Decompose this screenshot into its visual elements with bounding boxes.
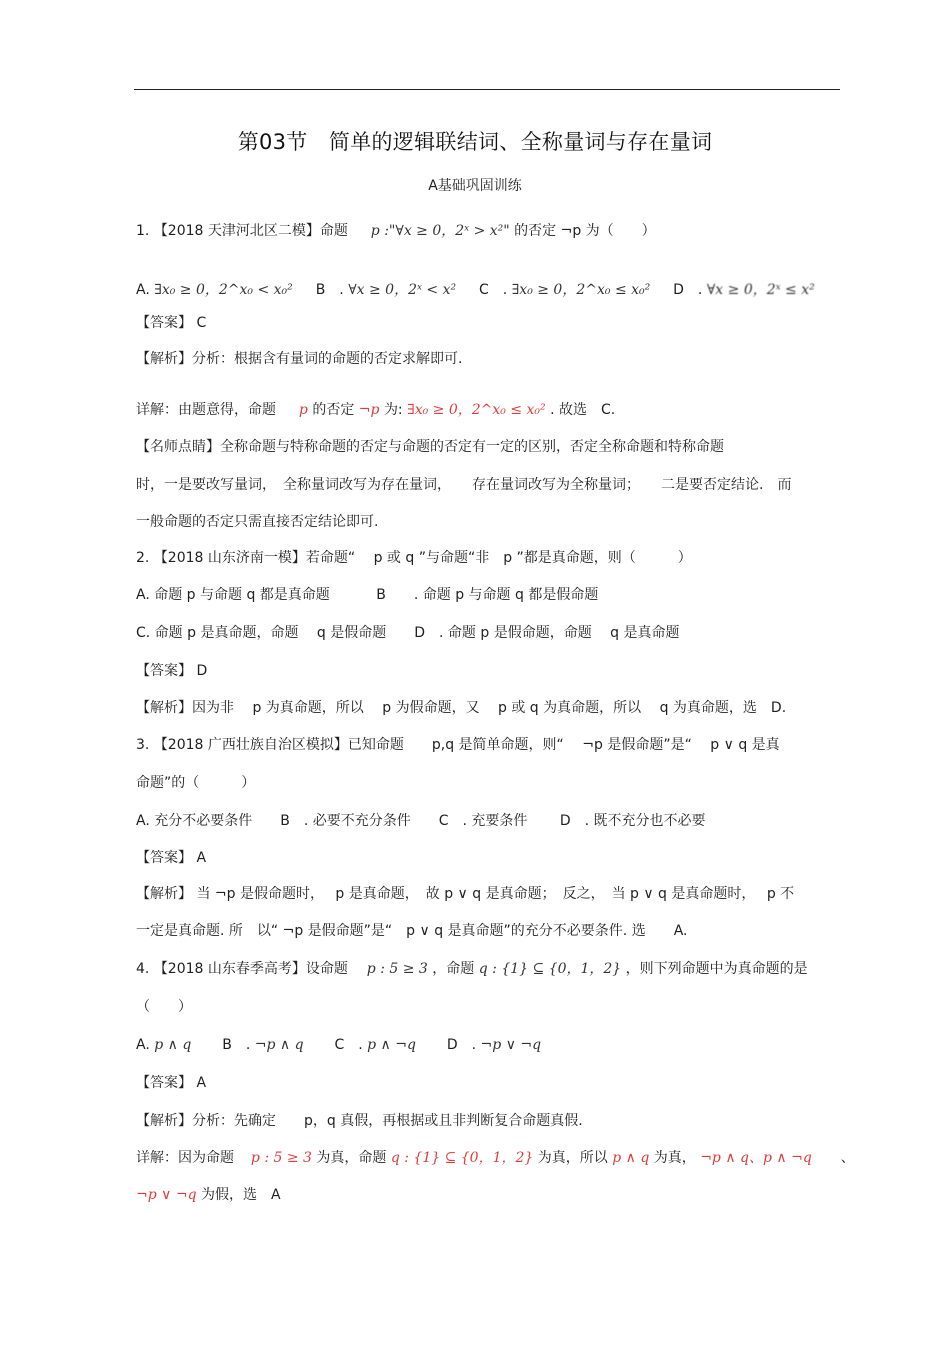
q4-stem-q: q : {1} ⊆ {0，1，2} bbox=[478, 961, 622, 977]
q1-detail-mid2: 为: bbox=[383, 402, 403, 418]
q3-analysis-line-1: 【解析】 当 ¬p 是假命题时， p 是真命题， 故 p ∨ q 是真命题； 反之， 当 p ∨ q 是真命题时， p 不 bbox=[136, 886, 795, 902]
q4-analysis: 【解析】分析：先确定 p，q 真假，再根据或且非判断复合命题真假. bbox=[136, 1113, 583, 1129]
q3-answer: 【答案】 A bbox=[136, 850, 207, 866]
q4-detail-mid: 为真，命题 bbox=[316, 1150, 387, 1166]
q4-detail-line-1 bbox=[136, 1149, 855, 1167]
q2-options-ab: A. 命题 p 与命题 q 都是真命题 B . 命题 p 与命题 q 都是假命题 bbox=[136, 587, 599, 603]
q4-detail-comma: 、 bbox=[840, 1150, 855, 1166]
q1-analysis: 【解析】分析：根据含有量词的命题的否定求解即可. bbox=[136, 351, 463, 367]
q1-stem bbox=[136, 222, 842, 240]
q4-detail-pq: p ∧ q bbox=[612, 1150, 650, 1166]
q1-opt-c: ∃x₀ ≥ 0，2^x₀ ≤ x₀² bbox=[511, 282, 651, 298]
q1-answer: 【答案】 C bbox=[136, 315, 207, 331]
q4-options bbox=[136, 1036, 842, 1054]
q1-stem-math: p :"∀x ≥ 0，2ˣ > x²" bbox=[370, 223, 510, 239]
q1-opt-c-label: C . bbox=[479, 282, 508, 298]
q1-detail-prefix: 详解：由题意得，命题 bbox=[136, 402, 276, 418]
q1-stem-prefix: 1. 【2018 天津河北区二模】命题 bbox=[136, 223, 348, 239]
q1-opt-a-label: A. bbox=[136, 282, 150, 298]
q1-detail-mid: 的否定 bbox=[312, 402, 355, 418]
q4-stem-p: p : 5 ≥ 3 bbox=[366, 961, 428, 977]
q4-stem-mid: ，命题 bbox=[432, 961, 475, 977]
q4-opt-c-label: C . bbox=[334, 1037, 363, 1053]
q1-detail-notp: ¬p bbox=[358, 402, 380, 418]
q1-opt-d-label: D . bbox=[673, 282, 703, 298]
q4-opt-b-label: B . bbox=[222, 1037, 251, 1053]
q1-opt-a: ∃x₀ ≥ 0，2^x₀ < x₀² bbox=[154, 282, 293, 298]
q1-opt-d: ∀x ≥ 0，2ˣ ≤ x² bbox=[706, 282, 815, 298]
q3-stem-line-1: 3. 【2018 广西壮族自治区模拟】已知命题 p,q 是简单命题，则“ ¬p 是假命题”是“ p ∨ q 是真 bbox=[136, 737, 780, 753]
q4-detail-p: p : 5 ≥ 3 bbox=[250, 1150, 312, 1166]
q2-stem: 2. 【2018 山东济南一模】若命题“ p 或 q ”与命题“非 p ”都是真命题，则（ ） bbox=[136, 550, 692, 566]
q1-opt-b-label: B . bbox=[315, 282, 344, 298]
q1-tip-line-1: 【名师点睛】全称命题与特称命题的否定与命题的否定有一定的区别，否定全称命题和特称命题 bbox=[136, 439, 724, 455]
q4-detail-mid2: 为真，所以 bbox=[537, 1150, 608, 1166]
q4-detail-line-2 bbox=[136, 1186, 842, 1204]
q4-opt-b: ¬p ∧ q bbox=[254, 1037, 304, 1053]
q4-detail-2-math: ¬p ∨ ¬q bbox=[136, 1187, 197, 1203]
q4-stem-line-2: （ ） bbox=[136, 999, 192, 1015]
q4-detail-prefix: 详解：因为命题 bbox=[136, 1150, 234, 1166]
section-subtitle: A基础巩固训练 bbox=[428, 178, 522, 194]
q1-options bbox=[136, 281, 842, 299]
q1-detail bbox=[136, 401, 842, 419]
q4-stem-prefix: 4. 【2018 山东春季高考】设命题 bbox=[136, 961, 348, 977]
q1-stem-suffix: 的否定 ¬p 为（ ） bbox=[514, 223, 656, 239]
q1-opt-b: ∀x ≥ 0，2ˣ < x² bbox=[348, 282, 457, 298]
q2-analysis: 【解析】因为非 p 为真命题，所以 p 为假命题，又 p 或 q 为真命题，所以 q 为真命题，选 D. bbox=[136, 700, 787, 716]
q4-detail-2-suffix: 为假，选 A bbox=[201, 1187, 281, 1203]
q4-stem-suffix: ，则下列命题中为真命题的是 bbox=[625, 961, 808, 977]
q1-detail-p: p bbox=[298, 402, 308, 418]
q3-analysis-line-2: 一定是真命题. 所 以“ ¬p 是假命题”是“ p ∨ q 是真命题”的充分不必要条件. 选 A. bbox=[136, 923, 688, 939]
q4-opt-c: p ∧ ¬q bbox=[367, 1037, 416, 1053]
q3-stem-line-2: 命题”的（ ） bbox=[136, 775, 256, 791]
q2-options-cd: C. 命题 p 是真命题，命题 q 是假命题 D . 命题 p 是假命题，命题 q 是真命题 bbox=[136, 625, 680, 641]
q4-answer: 【答案】 A bbox=[136, 1075, 207, 1091]
q2-answer: 【答案】 D bbox=[136, 663, 208, 679]
q1-tip-line-3: 一般命题的否定只需直接否定结论即可. bbox=[136, 514, 379, 530]
q4-stem-line-1 bbox=[136, 960, 842, 978]
q4-detail-q: q : {1} ⊆ {0，1，2} bbox=[390, 1150, 534, 1166]
q4-opt-a-label: A. bbox=[136, 1037, 150, 1053]
q4-opt-d-label: D . bbox=[446, 1037, 477, 1053]
q3-options: A. 充分不必要条件 B . 必要不充分条件 C . 充要条件 D . 既不充分也不必要 bbox=[136, 813, 706, 829]
q4-detail-neg: ¬p ∧ q、p ∧ ¬q bbox=[700, 1150, 812, 1166]
q1-detail-suffix: . 故选 C. bbox=[550, 402, 616, 418]
header-rule bbox=[134, 89, 840, 90]
q4-detail-mid3: 为真， bbox=[653, 1150, 696, 1166]
q1-tip-line-2: 时，一是要改写量词， 全称量词改写为存在量词， 存在量词改写为全称量词； 二是要否定结论. 而 bbox=[136, 477, 792, 493]
q4-opt-a: p ∧ q bbox=[154, 1037, 192, 1053]
q4-opt-d: ¬p ∨ ¬q bbox=[480, 1037, 542, 1053]
page-title: 第03节 简单的逻辑联结词、全称量词与存在量词 bbox=[237, 130, 713, 154]
q1-detail-math: ∃x₀ ≥ 0，2^x₀ ≤ x₀² bbox=[407, 402, 546, 418]
